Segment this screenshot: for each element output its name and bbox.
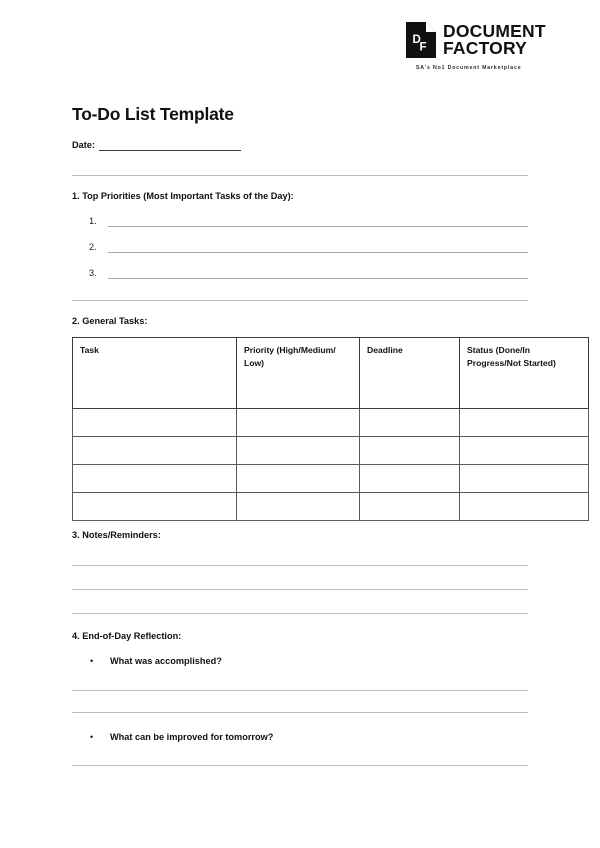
- cell-status[interactable]: [460, 493, 589, 521]
- cell-status[interactable]: [460, 409, 589, 437]
- table-row: [73, 409, 589, 437]
- section-heading-reflection: 4. End-of-Day Reflection:: [72, 631, 182, 641]
- svg-text:F: F: [419, 41, 427, 54]
- column-header-deadline: Deadline: [360, 338, 460, 409]
- cell-priority[interactable]: [237, 465, 360, 493]
- priority-number-2: 2.: [89, 242, 97, 252]
- priority-item-2: [89, 239, 528, 253]
- brand-logo: [406, 20, 546, 71]
- section-heading-notes: 3. Notes/Reminders:: [72, 530, 161, 540]
- brand-name-line2: FACTORY: [443, 38, 528, 58]
- priority-number-3: 3.: [89, 268, 97, 278]
- brand-wordmark: [443, 20, 546, 58]
- cell-deadline[interactable]: [360, 437, 460, 465]
- reflection-2-line-1[interactable]: [72, 765, 528, 766]
- notes-line-1[interactable]: [72, 565, 528, 566]
- table-header-row: [73, 338, 589, 409]
- date-label: Date:: [72, 140, 95, 150]
- divider-under-date: [72, 175, 528, 176]
- cell-deadline[interactable]: [360, 409, 460, 437]
- column-header-priority: Priority (High/Medium/ Low): [237, 338, 360, 409]
- priority-item-3: [89, 265, 528, 279]
- date-row: [72, 139, 241, 151]
- priority-item-1: [89, 213, 528, 227]
- table-row: [73, 465, 589, 493]
- priority-input-3[interactable]: [108, 267, 528, 279]
- cell-task[interactable]: [73, 493, 237, 521]
- brand-name-line1: DOCUMENT: [443, 20, 546, 41]
- cell-task[interactable]: [73, 409, 237, 437]
- reflection-question-2: [90, 731, 273, 744]
- notes-line-3[interactable]: [72, 613, 528, 614]
- date-input[interactable]: [99, 139, 241, 151]
- divider-above-general-tasks: [72, 300, 528, 301]
- priority-number-1: 1.: [89, 216, 97, 226]
- bullet-icon: •: [90, 732, 94, 742]
- cell-deadline[interactable]: [360, 493, 460, 521]
- reflection-question-1: [90, 655, 222, 668]
- brand-tagline: SA's No1 Document Marketplace: [416, 65, 522, 71]
- reflection-question-2-text: What can be improved for tomorrow?: [110, 732, 274, 742]
- cell-deadline[interactable]: [360, 465, 460, 493]
- bullet-icon: •: [90, 656, 94, 666]
- cell-status[interactable]: [460, 437, 589, 465]
- general-tasks-table: [72, 337, 589, 521]
- cell-status[interactable]: [460, 465, 589, 493]
- cell-priority[interactable]: [237, 437, 360, 465]
- cell-priority[interactable]: [237, 493, 360, 521]
- reflection-question-1-text: What was accomplished?: [110, 656, 222, 666]
- reflection-1-line-2[interactable]: [72, 712, 528, 713]
- cell-task[interactable]: [73, 437, 237, 465]
- page-title: To-Do List Template: [72, 104, 234, 124]
- reflection-1-line-1[interactable]: [72, 690, 528, 691]
- section-heading-general-tasks: 2. General Tasks:: [72, 316, 148, 326]
- cell-task[interactable]: [73, 465, 237, 493]
- table-row: [73, 437, 589, 465]
- notes-line-2[interactable]: [72, 589, 528, 590]
- priority-input-2[interactable]: [108, 241, 528, 253]
- column-header-task: Task: [73, 338, 237, 409]
- priority-input-1[interactable]: [108, 215, 528, 227]
- table-row: [73, 493, 589, 521]
- column-header-status: Status (Done/In Progress/Not Started): [460, 338, 589, 409]
- svg-text:D: D: [412, 34, 421, 46]
- document-page-icon: [406, 22, 436, 58]
- cell-priority[interactable]: [237, 409, 360, 437]
- brand-logo-row: [406, 22, 546, 58]
- section-heading-priorities: 1. Top Priorities (Most Important Tasks of the Day):: [72, 191, 294, 201]
